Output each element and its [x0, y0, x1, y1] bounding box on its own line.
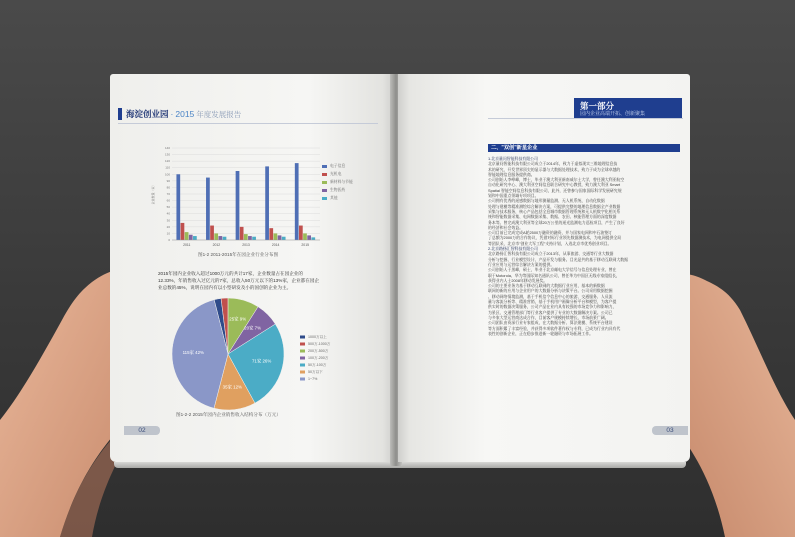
legend-swatch — [322, 173, 327, 176]
body-line: 与多家大型运营商达成合作，目前客户规模持续增长，市场前景广阔。 — [488, 314, 609, 320]
pie-data-label: 20家 7% — [244, 325, 262, 331]
bar — [282, 237, 286, 240]
bar — [193, 236, 197, 240]
bar — [236, 171, 240, 240]
legend-swatch — [300, 371, 305, 374]
open-brochure — [110, 74, 690, 470]
body-line: 了总额为2000万的合作协议，凭借对标行业领先数据测技术，为电网提供全局 — [488, 235, 622, 241]
legend-label: 50万-100万 — [308, 363, 327, 367]
x-tick-label: 2011 — [183, 243, 191, 247]
header-rule-right — [488, 118, 683, 119]
part-subtitle: 园内企业高端开拓、创新聚集 — [580, 111, 646, 117]
bar — [252, 237, 256, 240]
body-line: 公司的主要业务为基于移动互联网的大数据行业应用，基本的新数据 — [488, 283, 605, 289]
left-page-header — [118, 108, 288, 120]
bar — [299, 226, 303, 240]
y-tick-label: 50 — [166, 205, 170, 210]
paragraph-line: 业总数的45%，说明在园内有以小型研发及小的国创的企业为主。 — [158, 285, 292, 290]
legend-label: 100万-200万 — [308, 356, 329, 360]
body-line: 职于Motorola、华为等国际知名通讯公司，曾任华为中国区无线专家组组长， — [488, 272, 620, 278]
body-line: 获得业内人士2008年移动发展奖。 — [488, 277, 548, 283]
y-tick-label: 20 — [166, 224, 170, 229]
bar — [240, 227, 244, 240]
legend-item — [322, 178, 353, 186]
body-line: 的经济和社会效益。 — [488, 224, 524, 230]
pie-data-label: 25家 9% — [229, 316, 247, 322]
body-line: 表性的创新企业，正在稳步推进新一轮融资与市场拓展工作。 — [488, 330, 594, 336]
legend-swatch — [300, 357, 305, 360]
y-tick-label: 110 — [165, 165, 170, 170]
bar — [278, 235, 282, 240]
company-heading: 2.北京路扬汇智科技有限公司 — [488, 246, 538, 252]
company-heading: 1.北京量问智能科技有限公司 — [488, 156, 538, 161]
legend-item — [322, 162, 353, 170]
legend-label: 1000万以上 — [308, 335, 327, 339]
x-tick-label: 2012 — [212, 243, 221, 247]
bar — [307, 235, 311, 240]
body-line: 公司团队由资深行业专家组成，在大数据分析、算法建模、系统平台建设 — [488, 320, 613, 326]
bar — [311, 237, 315, 240]
y-tick-label: 30 — [166, 218, 170, 223]
legend-swatch — [322, 197, 327, 200]
body-line: 术的研究，开发世界顶尖的显示器与大数据处理技术，致力于成为全球卓越的 — [488, 166, 621, 172]
body-line: 等方面积累了丰富经验，并获得多项软件著作权与专利，已成为行业内具有代 — [488, 325, 621, 331]
pie-data-label: 71家 26% — [251, 358, 272, 364]
legend-swatch — [300, 343, 305, 346]
bar — [295, 163, 299, 240]
header-brand: 海淀创业园 — [126, 109, 169, 119]
body-line: 北京量问智能科技有限公司成立于2014年，致力于虚拟现实三维地理信息技 — [488, 161, 618, 167]
section-heading — [488, 144, 680, 152]
legend-swatch — [300, 378, 305, 381]
body-line: 公司拥有优秀的遥感数据与地形测量监测、无人机系统、自动化数据 — [488, 198, 605, 204]
legend-swatch — [300, 364, 305, 367]
y-tick-label: 100 — [164, 172, 170, 177]
bar — [218, 236, 222, 240]
paragraph-line: 12.33%，年销售收入过亿元的7家，总收入50万元以下的13%家，企业都在园企 — [158, 278, 320, 283]
summary-paragraph — [158, 270, 358, 291]
pie-data-label: 115家 42% — [182, 349, 204, 355]
legend-label: 新材料与节能 — [330, 179, 353, 184]
y-tick-label: 80 — [166, 185, 170, 190]
bar — [223, 237, 227, 240]
legend-swatch — [322, 181, 327, 184]
y-tick-label: 0 — [168, 238, 170, 242]
legend-label: 其他 — [330, 195, 338, 200]
body-line: 处理与建模等精准测绘综合解决方案，可提供完整的地理信息数据全产业数据 — [488, 203, 621, 209]
header-year: 2015 — [175, 109, 195, 119]
y-tick-label: 90 — [166, 178, 170, 183]
pie-chart — [150, 292, 380, 422]
x-tick-label: 2013 — [242, 243, 250, 247]
header-separator: · — [170, 109, 174, 119]
legend-swatch — [322, 189, 327, 192]
bar — [210, 226, 214, 240]
bar-chart-legend — [322, 162, 353, 202]
y-tick-label: 70 — [166, 192, 170, 196]
header-title: 年度发展报告 — [196, 109, 242, 119]
body-line: 智能地理信息服务提供商。 — [488, 171, 535, 177]
body-line: 行业应用与运营综合解决方案的提供。 — [488, 261, 555, 267]
legend-label: 光机电 — [330, 171, 342, 176]
x-tick-label: 2015 — [301, 243, 309, 247]
right-page — [398, 74, 690, 462]
pie-data-label: 35家 12% — [222, 384, 242, 390]
body-line: 采集与技术服务，核心产品包括全息城市数据管理系统和无人机数字化相关系 — [488, 208, 621, 214]
body-line: 分析与挖掘、行业模型设计、产品开发与服务。目光是共的基于移动互联网大数据 — [488, 256, 629, 262]
left-page — [110, 74, 394, 462]
y-tick-label: 60 — [166, 198, 170, 203]
bar — [185, 232, 189, 240]
body-text — [488, 156, 680, 336]
header-accent — [118, 108, 122, 120]
body-line: 公司创始人于黑峰，硕士，毕业于北京邮电大学信号与信息处理专业，曾在 — [488, 267, 617, 273]
section-title: 二、"双创"新星企业 — [491, 145, 538, 151]
bar — [206, 178, 210, 240]
legend-swatch — [300, 350, 305, 353]
y-tick-label: 140 — [164, 146, 170, 150]
bar — [214, 233, 218, 240]
legend-item — [322, 194, 353, 202]
y-tick-label: 120 — [164, 159, 170, 164]
body-line: 公司创始人李峥峰，博士，毕业于澳大利亚新南威尔士大学，曾任澳大利亚航空 — [488, 177, 625, 183]
legend-item — [322, 170, 353, 178]
part-header — [574, 98, 682, 118]
bar — [248, 236, 252, 240]
paragraph-line: 2015年园内企业收入超过1000万元的共计17家，企业数量占在园企业的 — [158, 271, 303, 276]
body-line: 统和智能数据采集、电网数据采集、数据、农田、核能管理方面的深度数据 — [488, 214, 617, 220]
pie-chart-caption: 图1-2-2 2015年园内企业销售收入结构分布（万元） — [176, 412, 281, 417]
bar — [244, 234, 248, 240]
bar — [303, 233, 307, 240]
legend-label: 200万-500万 — [308, 349, 329, 353]
y-tick-label: 40 — [166, 211, 170, 216]
body-line: 北京路扬汇智科技有限公司成立于2013年，从事旅游、交通等行业大数据 — [488, 251, 614, 257]
legend-swatch — [300, 336, 305, 339]
bar — [181, 223, 185, 240]
body-line: 等团队采，北京市"创业大军工程"支持计划，入选北京市优秀创业项目。 — [488, 240, 612, 246]
body-line: 自动化研究中心、澳大利亚空间信息联合研究中心教授，致力澳大利亚 Smart — [488, 182, 621, 188]
legend-label: 1~7% — [308, 377, 318, 381]
bar-chart — [150, 144, 350, 249]
page-number-left: 02 — [124, 426, 160, 435]
legend-label: 生物医药 — [330, 187, 346, 192]
bar-chart-caption: 图1-2 2011-2015年在园企业行业分布图 — [198, 252, 279, 257]
y-tick-label: 10 — [166, 231, 170, 236]
body-line: 务本等。曾完成澳大利亚等全球20万公里的遥光监测电力巡检项目，产生了良好 — [488, 219, 625, 225]
body-line: Spatial 智能空间信息科技有限公司，此外，还曾参与国家国际科学发展研究规 — [488, 187, 622, 193]
body-line: 联网的新的应用与企业用户的大数据分析与决策平台。公司采用数据挖掘 — [488, 288, 613, 294]
body-line: 量与客流分析等、精准营销，基于手机用户画像分析平台和模型，为客户提 — [488, 299, 617, 305]
legend-label: 500万-1000万 — [308, 342, 331, 346]
body-line: 划和中国重点领域专项项目。 — [488, 193, 539, 199]
legend-swatch — [322, 165, 327, 168]
x-tick-label: 2014 — [271, 243, 280, 247]
body-line: 供实时的数据决策服务，公司产品在业内具有较强的市场竞争力和影响力， — [488, 304, 617, 310]
body-line: 为景区、交通管理部门等行业客户提供了专业的大数据解决方案。公司已 — [488, 309, 613, 315]
legend-label: 电子信息 — [330, 163, 346, 168]
legend-label: 50万以下 — [308, 370, 323, 374]
part-title: 第一部分 — [580, 101, 615, 111]
legend-item — [322, 186, 353, 194]
body-line: 公司目前已完成完成A轮2500万融资的融资，并与国家电网和中石油签订 — [488, 230, 613, 236]
bar — [265, 166, 269, 240]
bar — [269, 228, 273, 240]
header-rule — [118, 123, 378, 124]
bar — [274, 233, 278, 240]
bar — [189, 235, 193, 240]
bar — [176, 174, 180, 240]
y-axis-label: 企业数量（家） — [151, 183, 155, 205]
y-tick-label: 130 — [164, 152, 170, 157]
page-number-right: 03 — [652, 426, 688, 435]
body-line: 、移动网络情境监测，基于手机信令信息中心的旅游、交通服务、人员流 — [488, 293, 613, 299]
